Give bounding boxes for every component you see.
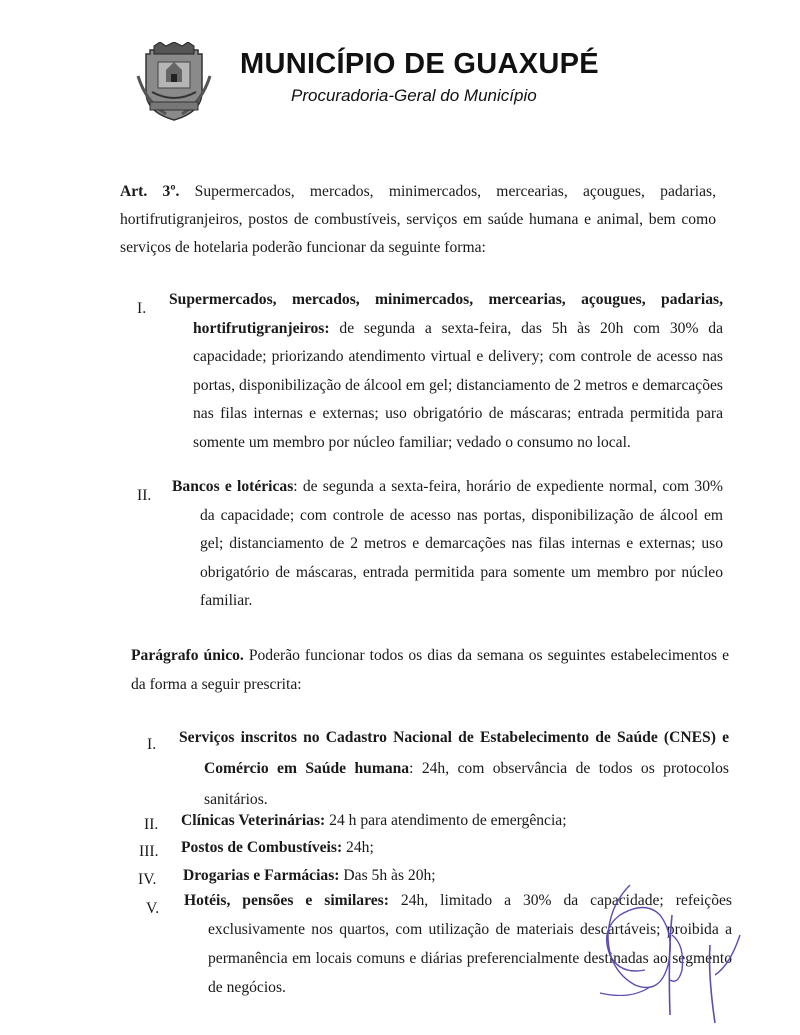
article-item-number: I. xyxy=(137,300,147,317)
paragraph-item xyxy=(179,722,729,815)
article-label: Art. 3º. xyxy=(120,183,180,200)
paragraph-item-text: Das 5h às 20h; xyxy=(343,867,436,884)
paragraph-text xyxy=(131,641,729,699)
paragraph-item-text: 24h, limitado a 30% da capacidade; refeições exclusivamente nos quartos, com utilização de materiais descartáveis; proibida a permanência em locais comuns e diárias preferencialmente destinadas ao segmento de negócios. xyxy=(208,892,732,996)
paragraph-item xyxy=(181,834,741,863)
paragraph-item-title: Postos de Combustíveis: xyxy=(181,839,343,856)
handwritten-signature xyxy=(590,875,750,1025)
department-subtitle: Procuradoria-Geral do Município xyxy=(291,86,537,105)
paragraph-item-number: I. xyxy=(147,736,157,753)
article-body: Supermercados, mercados, minimercados, mercearias, açougues, padarias, hortifrutigranjeiros, postos de combustíveis, serviços em saúde humana e animal, bem como serviços de hotelaria poderão funcionar da seguinte forma: xyxy=(120,183,717,256)
municipal-crest-logo xyxy=(136,42,212,122)
article-item-title: Bancos e lotéricas xyxy=(172,478,294,495)
article-item-text: de segunda a sexta-feira, das 5h às 20h com 30% da capacidade; priorizando atendimento virtual e delivery; com controle de acesso nas portas, disponibilização de álcool em gel; distanciamento de 2 metros e demarcações nas filas internas e externas; uso obrigatório de máscaras; entrada permitida para somente um membro por núcleo familiar; vedado o consumo no local. xyxy=(193,319,723,451)
municipality-title: MUNICÍPIO DE GUAXUPÉ xyxy=(240,48,599,80)
paragraph-item-title: Hotéis, pensões e similares: xyxy=(184,892,389,909)
article-item-title: Supermercados, mercados, minimercados, mercearias, açougues, padarias, hortifrutigranjeiros: xyxy=(169,291,723,337)
paragraph-item-text: 24 h para atendimento de emergência; xyxy=(329,812,567,829)
paragraph-item-number: IV. xyxy=(138,871,157,888)
article-item xyxy=(172,473,723,616)
article-item-text: : de segunda a sexta-feira, horário de expediente normal, com 30% da capacidade; com controle de acesso nas portas, disponibilização de álcool em gel; distanciamento de 2 metros e demarcações nas filas internas e externas; uso obrigatório de máscaras, entrada permitida para somente um membro por núcleo familiar. xyxy=(200,478,723,609)
article-item xyxy=(169,286,723,457)
paragraph-body: Poderão funcionar todos os dias da semana os seguintes estabelecimentos e da forma a seguir prescrita: xyxy=(131,647,729,693)
paragraph-item-number: V. xyxy=(146,900,160,917)
paragraph-item-title: Serviços inscritos no Cadastro Nacional de Estabelecimento de Saúde (CNES) e Comércio em Saúde humana xyxy=(179,729,729,777)
paragraph-item-number: II. xyxy=(144,816,159,833)
paragraph-item-text: : 24h, com observância de todos os protocolos sanitários. xyxy=(204,760,729,808)
article-item-number: II. xyxy=(137,487,152,504)
article-text xyxy=(120,178,716,262)
paragraph-item-title: Clínicas Veterinárias: xyxy=(181,812,326,829)
paragraph-item-number: III. xyxy=(139,843,159,860)
paragraph-item xyxy=(181,807,741,836)
paragraph-item-title: Drogarias e Farmácias: xyxy=(183,867,340,884)
paragraph-item-text: 24h; xyxy=(346,839,374,856)
paragraph-label: Parágrafo único. xyxy=(131,647,244,664)
